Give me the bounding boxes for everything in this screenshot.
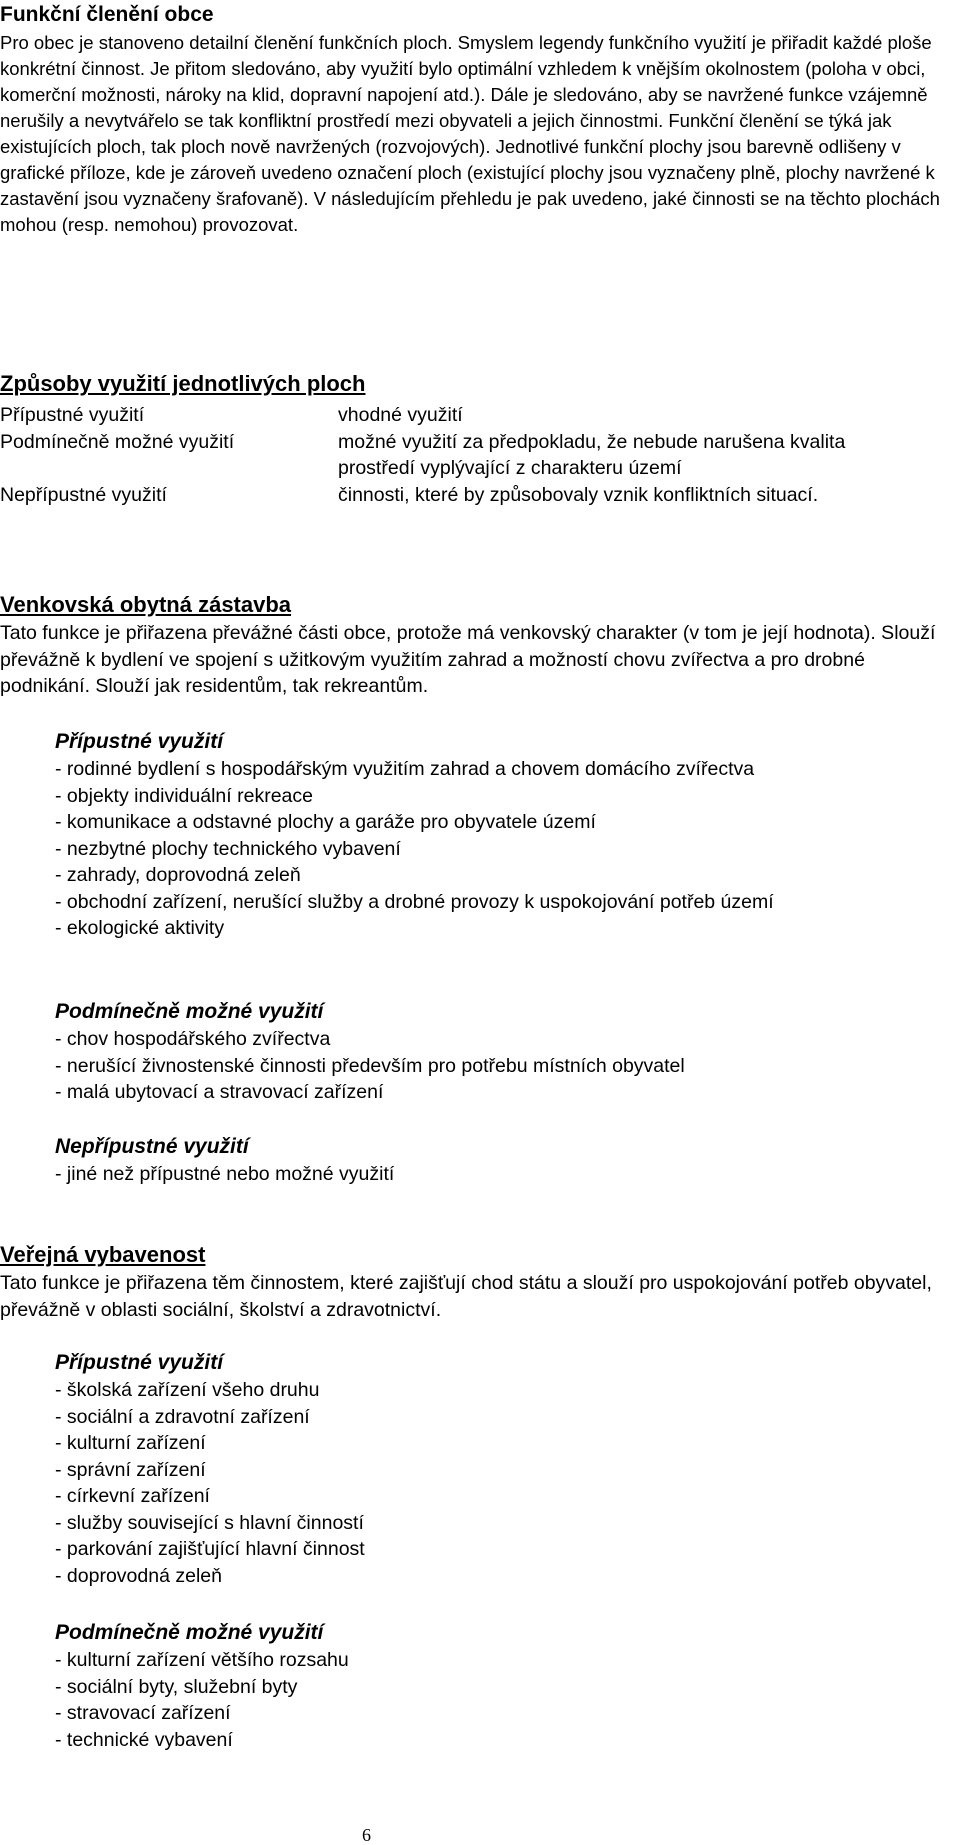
- list-item: - stravovací zařízení: [55, 1700, 935, 1727]
- definition-description: činnosti, které by způsobovaly vznik konfliktních situací.: [338, 483, 819, 506]
- list-item: - rodinné bydlení s hospodářským využitím zahrad a chovem domácího zvířectva: [55, 756, 935, 783]
- list-item: - sociální byty, služební byty: [55, 1674, 935, 1701]
- venkovska-podminecne-list: [55, 1026, 935, 1106]
- venkovska-podminecne-heading: Podmínečně možné využití: [55, 1000, 324, 1023]
- usage-definitions: [0, 402, 960, 508]
- definition-row: [0, 402, 960, 429]
- list-item: - služby související s hlavní činností: [55, 1510, 935, 1537]
- list-item: - nezbytné plochy technického vybavení: [55, 836, 935, 863]
- definition-row: [0, 482, 960, 509]
- list-item: - objekty individuální rekreace: [55, 783, 935, 810]
- definition-term: Přípustné využití: [0, 404, 145, 426]
- verejna-paragraph: Tato funkce je přiřazena těm činnostem, které zajišťují chod státu a slouží pro uspokojování potřeb obyvatel, převážně v oblasti sociální, školství a zdravotnictví.: [0, 1272, 932, 1321]
- list-item: - jiné než přípustné nebo možné využití: [55, 1161, 935, 1188]
- list-item: - školská zařízení všeho druhu: [55, 1377, 935, 1404]
- definition-row: [0, 429, 960, 482]
- list-item: - správní zařízení: [55, 1457, 935, 1484]
- section-title-venkovska-zastavba: Venkovská obytná zástavba: [0, 592, 292, 617]
- list-item: - nerušící živnostenské činnosti především pro potřebu místních obyvatel: [55, 1053, 935, 1080]
- list-item: - technické vybavení: [55, 1727, 935, 1754]
- verejna-pripustne-list: [55, 1377, 935, 1589]
- venkovska-pripustne-list: [55, 756, 935, 942]
- list-item: - kulturní zařízení většího rozsahu: [55, 1647, 935, 1674]
- venkovska-pripustne-heading: Přípustné využití: [55, 730, 224, 753]
- list-item: - chov hospodářského zvířectva: [55, 1026, 935, 1053]
- list-item: - ekologické aktivity: [55, 915, 935, 942]
- section-title-funkcni-cleneni: Funkční členění obce: [0, 3, 214, 26]
- list-item: - komunikace a odstavné plochy a garáže pro obyvatele území: [55, 809, 935, 836]
- definition-term: Podmínečně možné využití: [0, 430, 235, 453]
- page-number: 6: [362, 1825, 371, 1845]
- venkovska-nepripustne-list: [55, 1161, 935, 1188]
- section-title-verejna-vybavenost: Veřejná vybavenost: [0, 1242, 206, 1267]
- venkovska-nepripustne-heading: Nepřípustné využití: [55, 1135, 249, 1158]
- verejna-podminecne-list: [55, 1647, 935, 1753]
- definition-term: Nepřípustné využití: [0, 483, 167, 506]
- verejna-pripustne-heading: Přípustné využití: [55, 1351, 224, 1374]
- definition-description: vhodné využití: [338, 404, 463, 426]
- list-item: - církevní zařízení: [55, 1483, 935, 1510]
- section-title-zpusoby-vyuziti: Způsoby využití jednotlivých ploch: [0, 371, 366, 396]
- venkovska-paragraph: Tato funkce je přiřazena převážné části obce, protože má venkovský charakter (v tom je její hodnota). Slouží převážně k bydlení ve spojení s užitkovým využitím zahrad a možností chovu zvířectva a pro drobné podnikání. Slouží jak residentům, tak rekreantům.: [0, 622, 936, 697]
- list-item: - kulturní zařízení: [55, 1430, 935, 1457]
- definition-description: možné využití za předpokladu, že nebude narušena kvalita prostředí vyplývající z charakteru území: [338, 430, 846, 479]
- list-item: - doprovodná zeleň: [55, 1563, 935, 1590]
- list-item: - sociální a zdravotní zařízení: [55, 1404, 935, 1431]
- intro-paragraph: Pro obec je stanoveno detailní členění funkčních ploch. Smyslem legendy funkčního využití je přiřadit každé ploše konkrétní činnost. Je přitom sledováno, aby využití bylo optimální vzhledem k vnějším okolnostem (poloha v obci, komerční možnosti, nároky na klid, dopravní napojení atd.). Dále je sledováno, aby se navržené funkce vzájemně nerušily a nevytvářelo se tak konfliktní prostředí mezi obyvateli a jejich činnostmi. Funkční členění se týká jak existujících ploch, tak ploch nově navržených (rozvojových). Jednotlivé funkční plochy jsou barevně odlišeny v grafické příloze, kde je zároveň uvedeno označení ploch (existující plochy jsou vyznačeny plně, plochy navržené k zastavění jsou vyznačeny šrafovaně). V následujícím přehledu je pak uvedeno, jaké činnosti se na těchto plochách mohou (resp. nemohou) provozovat.: [0, 32, 940, 235]
- list-item: - zahrady, doprovodná zeleň: [55, 862, 935, 889]
- list-item: - parkování zajišťující hlavní činnost: [55, 1536, 935, 1563]
- list-item: - obchodní zařízení, nerušící služby a drobné provozy k uspokojování potřeb území: [55, 889, 935, 916]
- verejna-podminecne-heading: Podmínečně možné využití: [55, 1621, 324, 1644]
- list-item: - malá ubytovací a stravovací zařízení: [55, 1079, 935, 1106]
